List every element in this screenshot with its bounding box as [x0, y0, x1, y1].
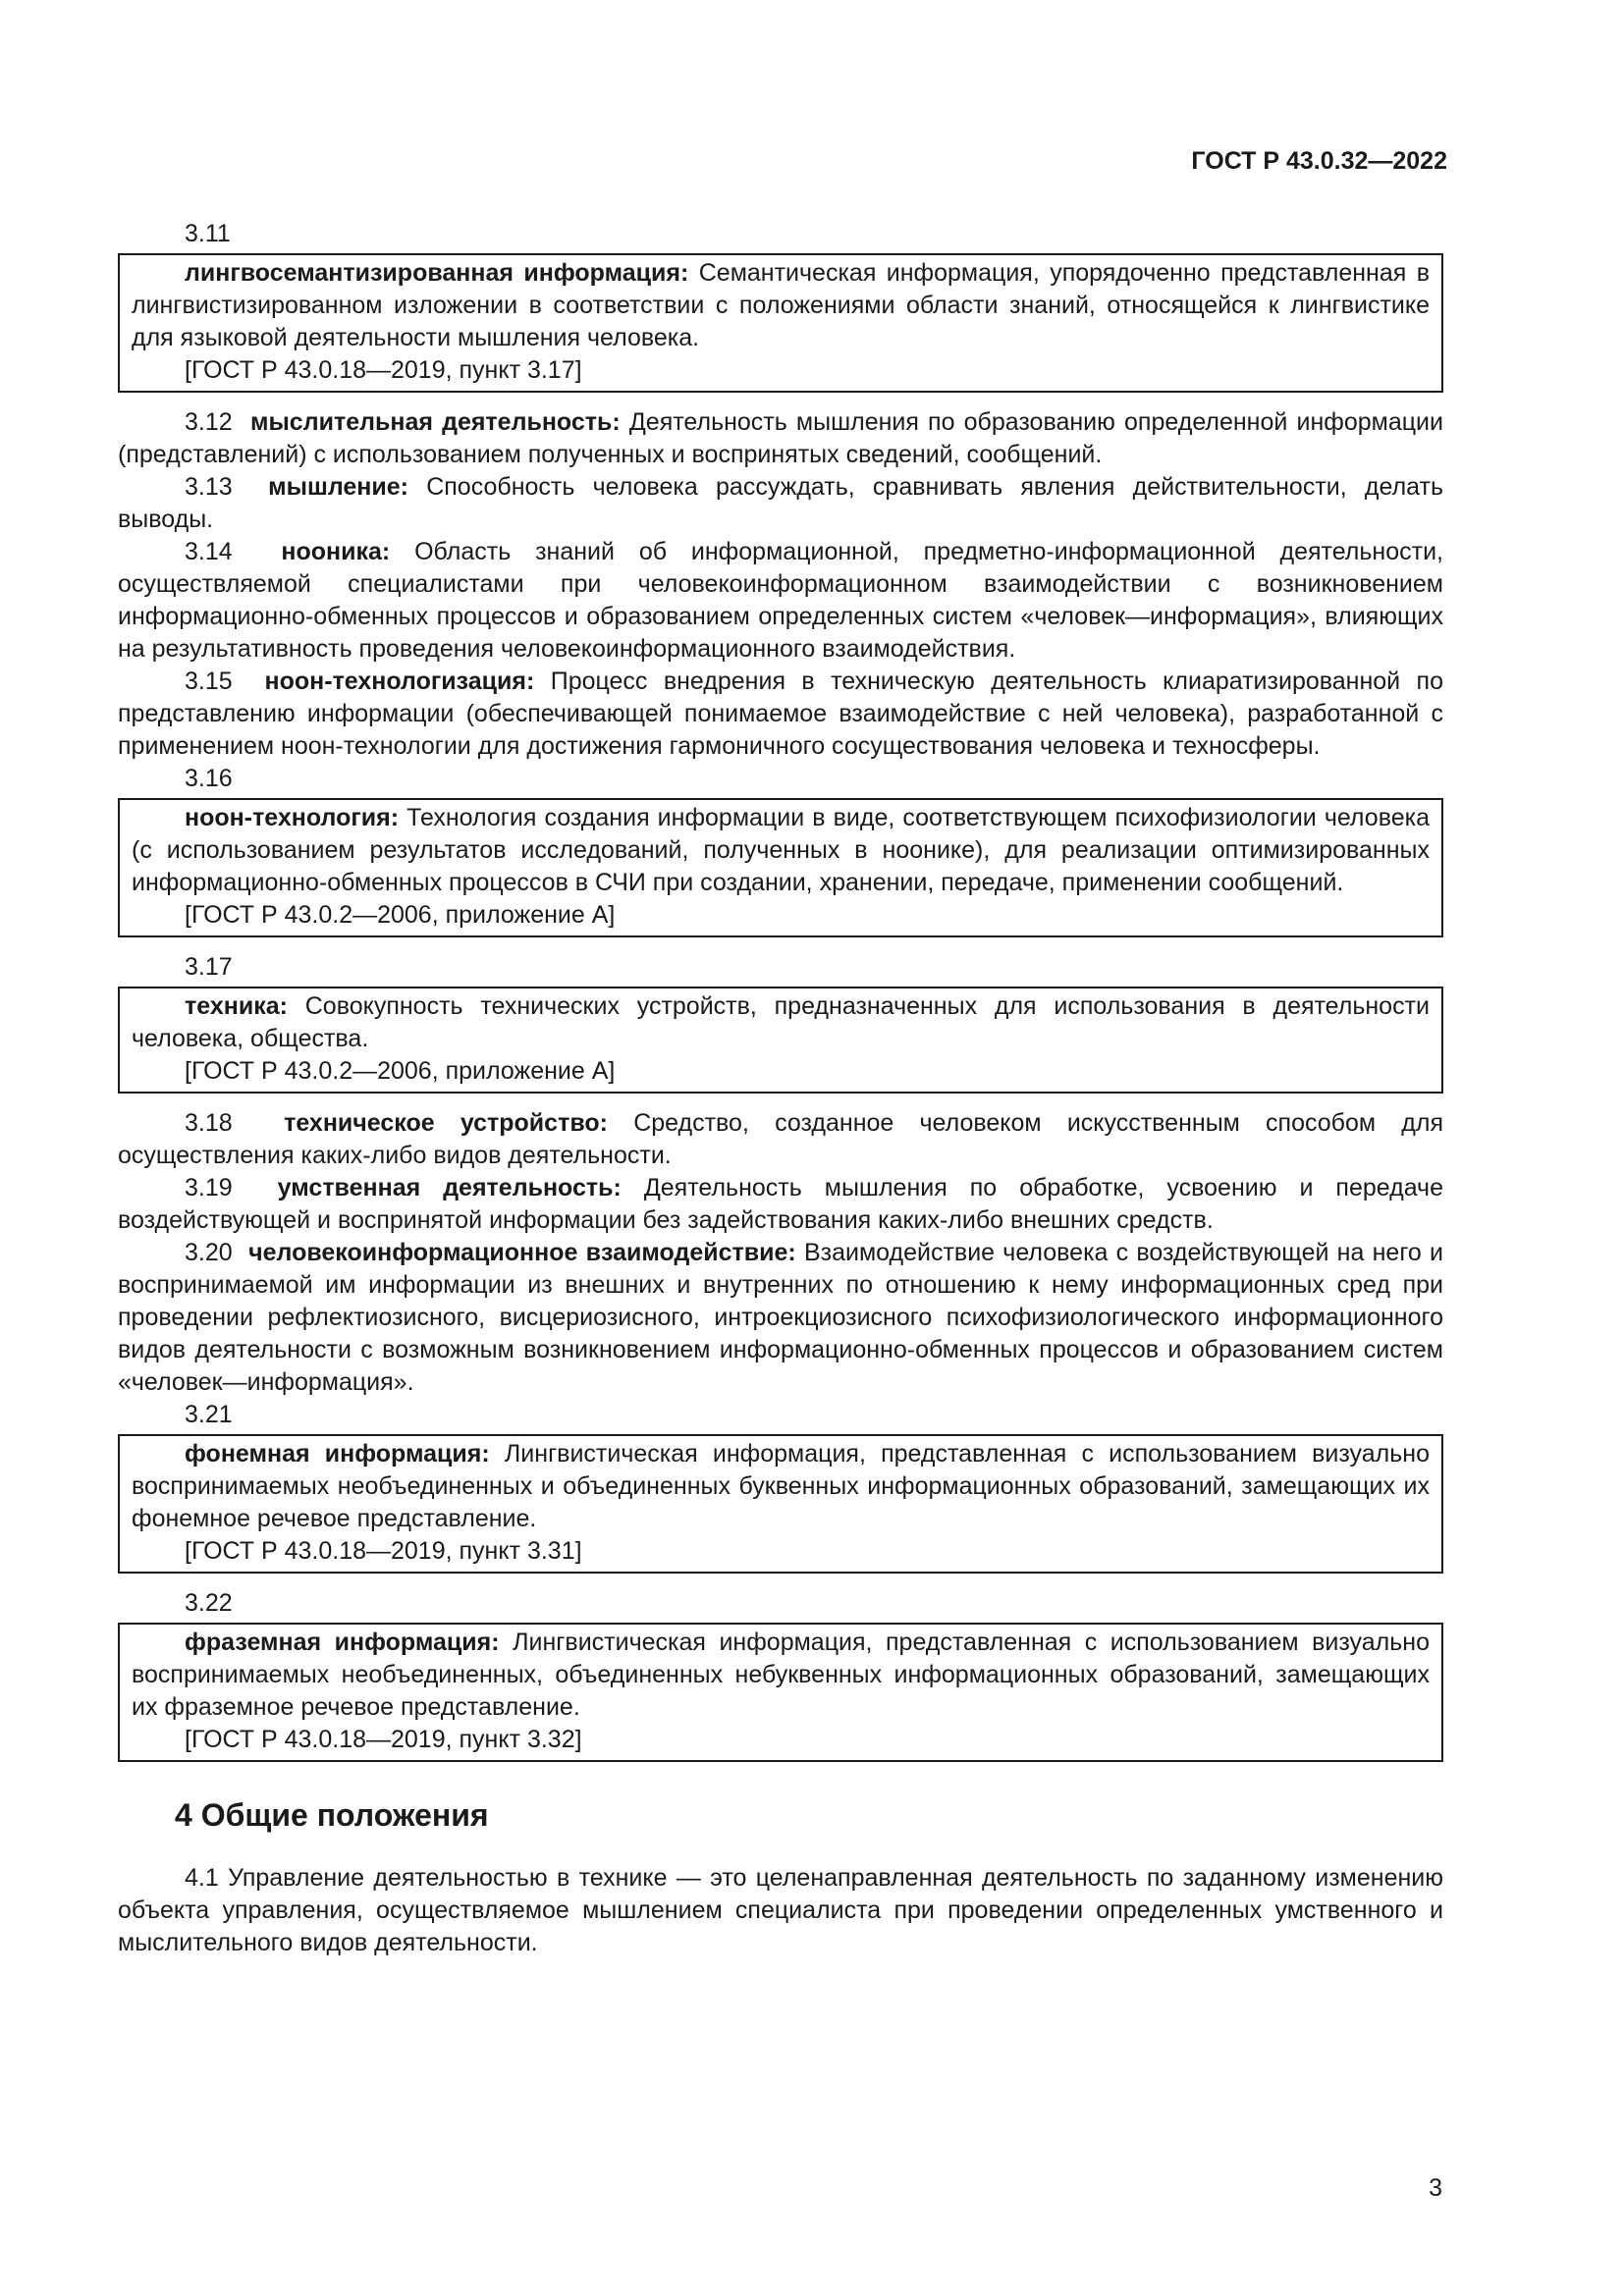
definition-paragraph: [132, 257, 1430, 354]
source-reference: [ГОСТ Р 43.0.18—2019, пункт 3.17]: [185, 356, 582, 384]
definition-paragraph: [118, 1237, 1443, 1399]
term: человекоинформационное взаимодействие:: [248, 1239, 796, 1266]
source-reference: [ГОСТ Р 43.0.18—2019, пункт 3.32]: [185, 1726, 582, 1753]
definition-paragraph: [132, 990, 1430, 1055]
definition-text: Технология создания информации в виде, соответствующем психофизиологии человека (с использованием результатов исследований, полученных в ноонике), для реализации оптимизированных информационно-обменных процессов в СЧИ при создании, хранении, передаче, применении сообщений.: [132, 804, 1430, 896]
term: мыслительная деятельность:: [249, 408, 621, 436]
definition-text: Взаимодействие человека с воздействующей на него и воспринимаемой им информации из внешних и внутренних по отношению к нему информационных сред при проведении рефлектиозисного, висцериозисного, интроекциозисного психофизиологического информационного видов деятельности с возможным возникновением информационно-обменных процессов и образованием систем «человек—информация».: [118, 1239, 1443, 1396]
entry-number: 3.16: [185, 765, 233, 792]
section-heading: 4 Общие положения: [175, 1797, 489, 1833]
entry-number: 3.18: [185, 1109, 233, 1137]
term: мышление:: [268, 473, 408, 501]
entry-number: 3.20: [185, 1239, 233, 1266]
source-reference: [ГОСТ Р 43.0.2—2006, приложение А]: [185, 901, 616, 929]
definition-paragraph: [132, 1627, 1430, 1724]
term: нооника:: [281, 538, 391, 565]
definition-text: Совокупность технических устройств, предназначенных для использования в деятельности человека, общества.: [132, 992, 1430, 1052]
entry-number: 3.17: [185, 953, 233, 981]
entry-number: 3.19: [185, 1174, 233, 1201]
definition-paragraph: [132, 802, 1430, 899]
term: фраземная информация:: [185, 1629, 500, 1656]
quoted-definition-box: [118, 1623, 1443, 1762]
term: техника:: [185, 992, 288, 1020]
term: умственная деятельность:: [277, 1174, 622, 1201]
term: ноон-технология:: [185, 804, 400, 831]
definition-paragraph: [118, 471, 1443, 536]
definition-text: Лингвистическая информация, представленная с использованием визуально воспринимаемых необъединенных и объединенных буквенных информационных образований, замещающих их фонемное речевое представление.: [132, 1440, 1431, 1532]
entry-number: 3.13: [185, 473, 233, 501]
source-reference: [ГОСТ Р 43.0.2—2006, приложение А]: [185, 1057, 616, 1085]
definition-paragraph: [118, 406, 1443, 471]
definition-text: Лингвистическая информация, представленная с использованием визуально воспринимаемых необъединенных, объединенных небуквенных информационных образований, замещающих их фраземное речевое представление.: [132, 1629, 1430, 1721]
term: техническое устройство:: [284, 1109, 608, 1137]
term: фонемная информация:: [185, 1440, 490, 1468]
definition-text: Область знаний об информационной, предметно-информационной деятельности, осуществляемой специалистами при человекоинформационном взаимодействии с возникновением информационно-обменных процессов и образованием определенных систем «человек—информация», влияющих на результативность проведения человекоинформационного взаимодействия.: [118, 538, 1443, 663]
quoted-definition-box: [118, 253, 1443, 393]
term: лингвосемантизированная информация:: [185, 259, 689, 287]
source-reference: [ГОСТ Р 43.0.18—2019, пункт 3.31]: [185, 1537, 582, 1565]
section-paragraph: 4.1 Управление деятельностью в технике — это целенаправленная деятельность по заданному изменению объекта управления, осуществляемое мышлением специалиста при проведении определенных умственного и мыслительного видов деятельности.: [118, 1864, 1443, 1956]
quoted-definition-box: [118, 798, 1443, 937]
definition-text: Деятельность мышления по образованию определенной информации (представлений) с использованием полученных и воспринятых сведений, сообщений.: [118, 408, 1443, 468]
definition-text: Деятельность мышления по обработке, усвоению и передаче воздействующей и воспринятой информации без задействования каких-либо внешних средств.: [118, 1174, 1443, 1234]
definition-paragraph: [118, 536, 1443, 666]
definition-paragraph: [118, 666, 1443, 763]
entry-number: 3.12: [185, 408, 233, 436]
page-content: [118, 218, 1443, 1959]
page-number: 3: [1429, 2174, 1442, 2202]
definition-paragraph: [132, 1438, 1430, 1535]
definition-paragraph: [118, 1107, 1443, 1172]
entry-number: 3.11: [185, 220, 231, 247]
definition-text: Способность человека рассуждать, сравнивать явления действительности, делать выводы.: [118, 473, 1443, 533]
definition-text: Семантическая информация, упорядоченно представленная в лингвистизированном изложении в соответствии с положениями области знаний, относящейся к лингвистике для языковой деятельности мышления человека.: [132, 259, 1430, 351]
quoted-definition-box: [118, 1434, 1443, 1574]
definition-text: Средство, созданное человеком искусственным способом для осуществления каких-либо видов деятельности.: [118, 1109, 1444, 1169]
entry-number: 3.15: [185, 667, 233, 695]
definition-paragraph: [118, 1172, 1443, 1237]
entry-number: 3.21: [185, 1401, 233, 1428]
entry-number: 3.14: [185, 538, 233, 565]
term: ноон-технологизация:: [264, 667, 535, 695]
definition-text: Процесс внедрения в техническую деятельность клиаратизированной по представлению информации (обеспечивающей понимаемое взаимодействие с ней человека), разработанной с применением ноон-технологии для достижения гармоничного сосуществования человека и техносферы.: [118, 667, 1443, 760]
entry-number: 3.22: [185, 1589, 233, 1617]
quoted-definition-box: [118, 987, 1443, 1094]
standard-header: ГОСТ Р 43.0.32—2022: [1191, 147, 1447, 175]
